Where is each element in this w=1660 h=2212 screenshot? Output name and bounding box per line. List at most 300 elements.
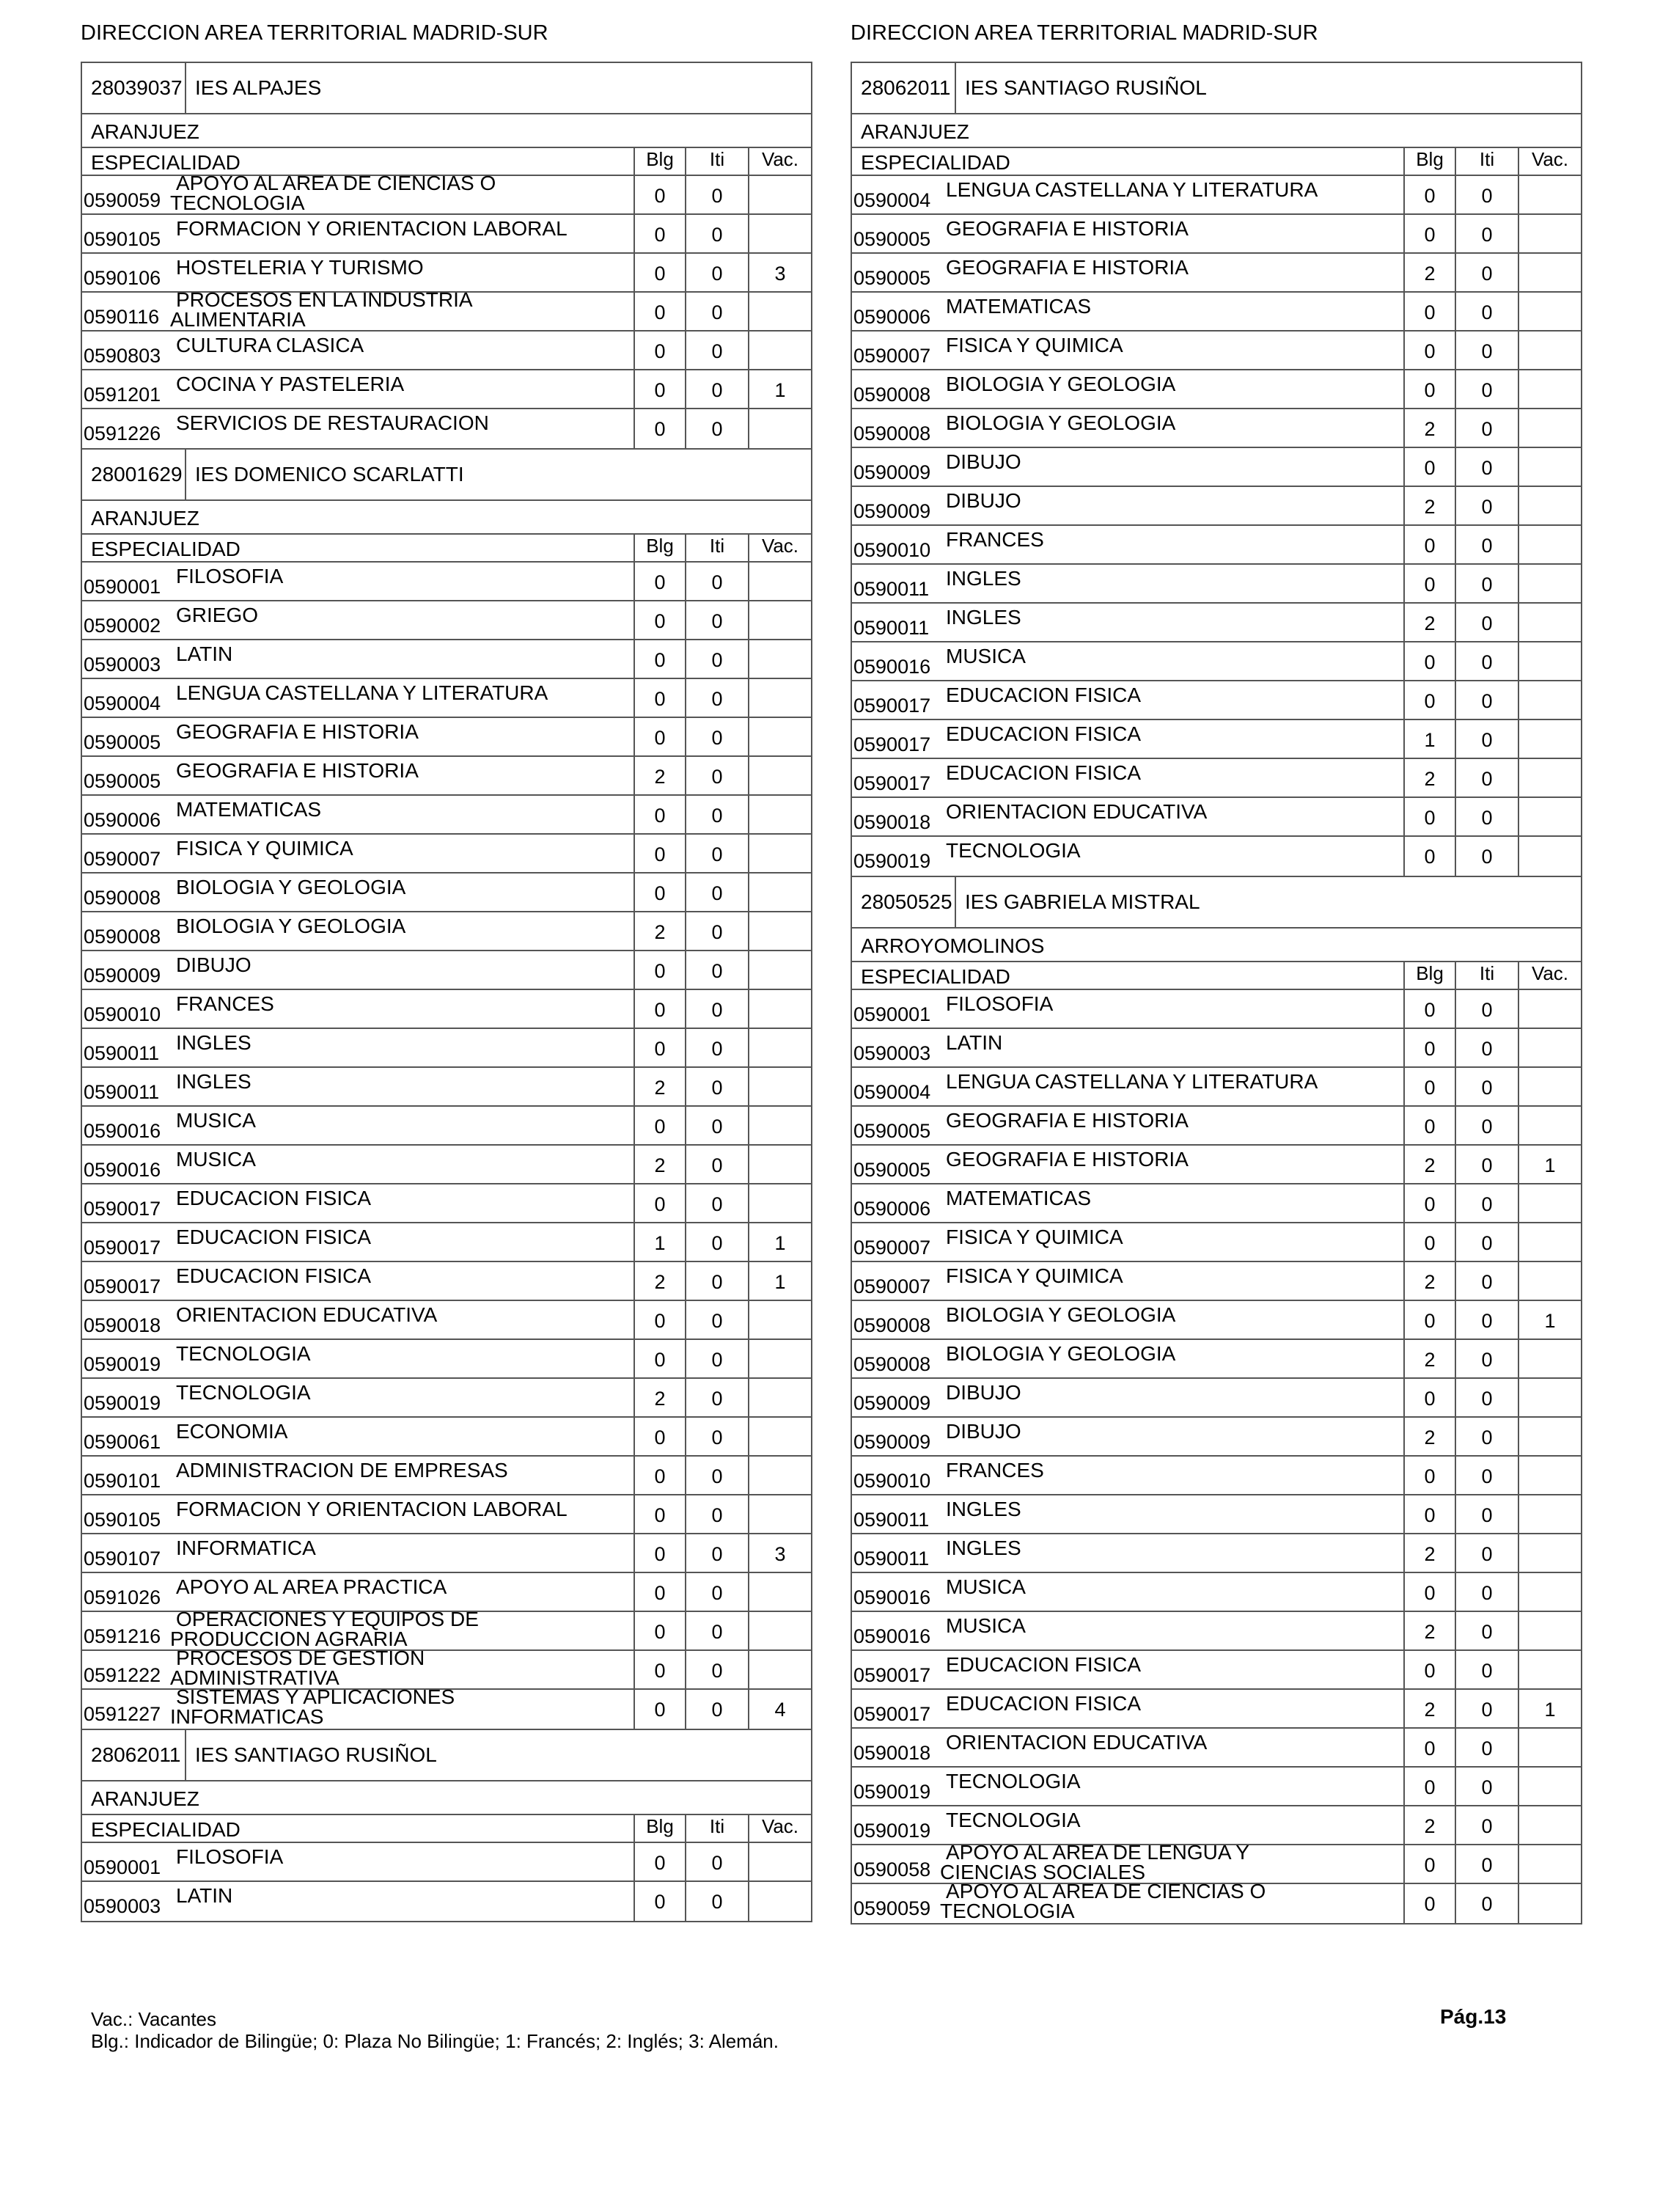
especialidad-name (946, 1692, 1141, 1715)
blg-cell: 0 (1403, 215, 1455, 252)
iti-cell: 0 (1455, 409, 1518, 447)
especialidad-code: 0590019 (84, 1353, 161, 1375)
especialidad-name (170, 1685, 455, 1728)
blg-cell: 1 (633, 1223, 685, 1261)
especialidad-cell (82, 1418, 633, 1455)
town-name: ARANJUEZ (82, 1781, 811, 1815)
header-especialidad: ESPECIALIDAD (861, 151, 1010, 174)
blg-cell: 0 (633, 563, 685, 600)
table-row (852, 1729, 1581, 1768)
iti-cell: 0 (1455, 1262, 1518, 1300)
especialidad-name (176, 334, 364, 357)
iti-cell: 0 (685, 1301, 748, 1338)
especialidad-code: 0590011 (84, 1042, 160, 1064)
especialidad-name-line: OPERACIONES Y EQUIPOS DE (176, 1608, 479, 1630)
vac-cell (1518, 176, 1581, 213)
especialidad-code: 0590011 (853, 1548, 930, 1570)
blg-cell: 2 (1403, 1534, 1455, 1572)
blg-cell: 0 (633, 409, 685, 448)
blg-cell: 0 (633, 835, 685, 872)
table-row (852, 409, 1581, 448)
vac-cell (1518, 1729, 1581, 1766)
especialidad-name-line: ORIENTACION EDUCATIVA (946, 1731, 1208, 1754)
blg-cell: 0 (633, 1534, 685, 1572)
especialidad-name-line: GEOGRAFIA E HISTORIA (176, 759, 419, 782)
table-row (82, 409, 811, 448)
center-header (82, 1730, 811, 1781)
table-row (82, 370, 811, 409)
especialidad-cell (852, 1880, 1403, 1923)
blg-cell: 0 (1403, 1184, 1455, 1222)
especialidad-name (946, 684, 1141, 707)
town-name: ARROYOMOLINOS (852, 929, 1581, 962)
blg-cell: 0 (1403, 526, 1455, 563)
especialidad-name (946, 606, 1021, 629)
table-row (852, 837, 1581, 876)
blg-cell: 2 (633, 1262, 685, 1300)
especialidad-name-line: LENGUA CASTELLANA Y LITERATURA (946, 1070, 1318, 1093)
especialidad-name (176, 217, 568, 241)
iti-cell: 0 (685, 409, 748, 448)
vac-cell (1518, 1612, 1581, 1649)
especialidad-name-line: ADMINISTRATIVA (170, 1666, 339, 1689)
right-column-title: DIRECCION AREA TERRITORIAL MADRID-SUR (851, 21, 1318, 45)
table-row (852, 1107, 1581, 1146)
iti-cell: 0 (1455, 1612, 1518, 1649)
table-row (82, 951, 811, 990)
center-code: 28039037 (82, 63, 186, 113)
vac-cell: 1 (1518, 1690, 1581, 1727)
especialidad-code: 0590019 (853, 1781, 931, 1803)
especialidad-name-line: TECNOLOGIA (946, 839, 1081, 862)
especialidad-code: 0590017 (853, 733, 931, 755)
vac-cell (748, 332, 811, 369)
especialidad-cell (82, 1843, 633, 1880)
iti-cell: 0 (1455, 565, 1518, 602)
blg-cell: 0 (633, 990, 685, 1028)
especialidad-name (946, 992, 1053, 1016)
especialidad-cell (852, 1379, 1403, 1416)
especialidad-name (176, 1420, 287, 1443)
especialidad-code: 0590004 (853, 1081, 931, 1103)
table-row (82, 912, 811, 951)
vac-cell (1518, 1223, 1581, 1261)
especialidad-code: 0590105 (84, 228, 161, 250)
vac-cell (748, 1068, 811, 1105)
especialidad-code: 0590008 (853, 1314, 931, 1336)
vac-cell (1518, 1495, 1581, 1533)
especialidad-name-line: COCINA Y PASTELERIA (176, 373, 405, 395)
header-vac: Vac. (748, 1815, 811, 1842)
especialidad-name-line: HOSTELERIA Y TURISMO (176, 256, 424, 279)
especialidad-cell (82, 288, 633, 331)
blg-cell: 0 (633, 1340, 685, 1377)
especialidad-name (946, 1731, 1207, 1754)
especialidad-name-line: FILOSOFIA (946, 992, 1054, 1015)
table-row (82, 1184, 811, 1223)
vac-cell: 1 (748, 1223, 811, 1261)
blg-cell: 2 (633, 1146, 685, 1183)
especialidad-cell (852, 254, 1403, 291)
especialidad-name (946, 1537, 1021, 1560)
especialidad-cell (852, 526, 1403, 563)
especialidad-code: 0590001 (84, 576, 161, 598)
blg-cell: 0 (1403, 565, 1455, 602)
iti-cell: 0 (685, 835, 748, 872)
iti-cell: 0 (685, 332, 748, 369)
table-row (852, 254, 1581, 293)
especialidad-name-line: ORIENTACION EDUCATIVA (946, 800, 1208, 823)
especialidad-name (946, 1653, 1141, 1677)
especialidad-name-line: DIBUJO (946, 1420, 1021, 1443)
iti-cell: 0 (1455, 370, 1518, 408)
iti-cell: 0 (685, 796, 748, 833)
table-row (82, 1457, 811, 1495)
center-code: 28062011 (82, 1730, 186, 1780)
blg-cell: 0 (1403, 1651, 1455, 1688)
vac-cell (1518, 1418, 1581, 1455)
especialidad-code: 0590004 (853, 189, 931, 211)
table-row (852, 332, 1581, 370)
center-block (81, 450, 812, 1730)
especialidad-cell (82, 1107, 633, 1144)
center-header (82, 63, 811, 114)
table-row (82, 1647, 811, 1690)
especialidad-code: 0590017 (84, 1237, 161, 1259)
especialidad-name-line: SISTEMAS Y APLICACIONES (176, 1685, 455, 1708)
especialidad-code: 0590016 (84, 1120, 161, 1142)
especialidad-cell (852, 1107, 1403, 1144)
especialidad-name-line: GEOGRAFIA E HISTORIA (946, 1109, 1189, 1132)
especialidad-code: 0590008 (853, 384, 931, 406)
table-row (852, 1841, 1581, 1884)
vac-cell (1518, 565, 1581, 602)
iti-cell: 0 (685, 1418, 748, 1455)
especialidad-name (176, 1226, 371, 1249)
blg-cell: 2 (1403, 254, 1455, 291)
blg-cell: 0 (633, 601, 685, 639)
especialidad-cell (852, 1612, 1403, 1649)
table-row (852, 293, 1581, 332)
table-row (852, 1612, 1581, 1651)
iti-cell: 0 (685, 254, 748, 291)
table-row (82, 679, 811, 718)
especialidad-name (176, 256, 424, 279)
especialidad-name-line: TECNOLOGIA (946, 1770, 1081, 1792)
especialidad-name-line: GEOGRAFIA E HISTORIA (946, 217, 1189, 240)
vac-cell (748, 293, 811, 330)
table-row (82, 1418, 811, 1457)
vac-cell (748, 640, 811, 678)
iti-cell: 0 (1455, 1184, 1518, 1222)
especialidad-code: 0590019 (853, 850, 931, 872)
especialidad-cell (82, 835, 633, 872)
blg-cell: 0 (633, 718, 685, 755)
especialidad-cell (852, 1068, 1403, 1105)
especialidad-name (176, 1884, 232, 1908)
iti-cell: 0 (685, 1223, 748, 1261)
especialidad-cell (82, 796, 633, 833)
iti-cell: 0 (1455, 1068, 1518, 1105)
especialidad-name (946, 722, 1141, 746)
vac-cell (1518, 990, 1581, 1028)
iti-cell: 0 (1455, 293, 1518, 330)
especialidad-code: 0590106 (84, 267, 161, 289)
iti-cell: 0 (685, 1457, 748, 1494)
blg-cell: 0 (633, 951, 685, 989)
especialidad-code: 0590002 (84, 615, 161, 637)
especialidad-name-line: MUSICA (946, 1575, 1026, 1598)
table-row (852, 1534, 1581, 1573)
especialidad-name (946, 178, 1318, 202)
especialidad-code: 0590005 (853, 1159, 931, 1181)
especialidad-name (946, 1303, 1175, 1327)
especialidad-code: 0590017 (84, 1198, 161, 1220)
table-row (852, 487, 1581, 526)
especialidad-name-line: PRODUCCION AGRARIA (170, 1627, 408, 1650)
vac-cell (1518, 1768, 1581, 1805)
page-number: Pág.13 (1440, 2005, 1507, 2028)
especialidad-code: 0590059 (853, 1897, 931, 1919)
blg-cell: 0 (1403, 681, 1455, 719)
blg-cell: 0 (1403, 1845, 1455, 1883)
especialidad-name (946, 1809, 1081, 1832)
center-header (852, 63, 1581, 114)
especialidad-name (176, 1537, 316, 1560)
blg-cell: 0 (633, 1843, 685, 1880)
left-column (81, 21, 812, 1922)
center-block (81, 62, 812, 450)
especialidad-code: 0590011 (853, 617, 930, 639)
table-row (852, 215, 1581, 254)
table-row (82, 563, 811, 601)
iti-cell: 0 (685, 1882, 748, 1921)
header-iti: Iti (1455, 962, 1518, 989)
especialidad-cell (852, 1806, 1403, 1844)
especialidad-code: 0591026 (84, 1586, 161, 1608)
especialidad-name-line: EDUCACION FISICA (176, 1226, 372, 1248)
especialidad-name-line: GEOGRAFIA E HISTORIA (946, 1148, 1189, 1171)
iti-cell: 0 (685, 1690, 748, 1729)
especialidad-name (176, 1148, 256, 1171)
iti-cell: 0 (685, 1843, 748, 1880)
town-name: ARANJUEZ (82, 114, 811, 148)
blg-cell: 0 (633, 1184, 685, 1222)
especialidad-name-line: BIOLOGIA Y GEOLOGIA (176, 915, 406, 937)
left-center-list (81, 62, 812, 1922)
especialidad-name (176, 1845, 283, 1869)
especialidad-name-line: EDUCACION FISICA (176, 1264, 372, 1287)
especialidad-code: 0590009 (853, 1431, 931, 1453)
especialidad-name (946, 800, 1207, 824)
especialidad-name (946, 567, 1021, 590)
iti-cell: 0 (685, 1379, 748, 1416)
table-row (852, 176, 1581, 215)
town-name: ARANJUEZ (852, 114, 1581, 148)
blg-cell: 0 (1403, 1457, 1455, 1494)
especialidad-code: 0590017 (853, 1664, 931, 1686)
especialidad-name (176, 1109, 256, 1132)
blg-cell: 2 (1403, 1262, 1455, 1300)
especialidad-cell (852, 1184, 1403, 1222)
especialidad-code: 0590001 (84, 1856, 161, 1878)
table-row (82, 1882, 811, 1921)
especialidad-name (176, 1459, 508, 1482)
especialidad-code: 0590018 (853, 1742, 931, 1764)
center-code: 28050525 (852, 877, 956, 927)
especialidad-cell (852, 1301, 1403, 1338)
table-row (82, 254, 811, 293)
especialidad-cell (82, 1184, 633, 1222)
vac-cell (748, 176, 811, 213)
center-name: IES SANTIAGO RUSIÑOL (195, 1743, 437, 1766)
table-row (852, 720, 1581, 759)
vac-cell (1518, 720, 1581, 758)
especialidad-name (946, 489, 1021, 513)
blg-cell: 2 (1403, 1340, 1455, 1377)
vac-cell (1518, 409, 1581, 447)
table-row (82, 1534, 811, 1573)
blg-cell: 0 (1403, 1301, 1455, 1338)
especialidad-name (946, 1031, 1002, 1055)
especialidad-cell (82, 640, 633, 678)
especialidad-name (176, 565, 283, 588)
blg-cell: 0 (633, 679, 685, 717)
especialidad-name (170, 172, 496, 214)
especialidad-name (176, 1070, 251, 1094)
header-especialidad: ESPECIALIDAD (91, 538, 240, 560)
especialidad-name-line: BIOLOGIA Y GEOLOGIA (176, 876, 406, 898)
blg-cell: 2 (633, 1068, 685, 1105)
especialidad-cell (852, 1146, 1403, 1183)
especialidad-name (946, 411, 1175, 435)
especialidad-cell (852, 1262, 1403, 1300)
blg-cell: 0 (633, 1612, 685, 1649)
especialidad-name-line: FORMACION Y ORIENTACION LABORAL (176, 1498, 568, 1520)
iti-cell: 0 (1455, 1495, 1518, 1533)
table-header-row (82, 1815, 811, 1843)
especialidad-cell (82, 563, 633, 600)
blg-cell: 0 (1403, 1029, 1455, 1066)
vac-cell: 1 (1518, 1301, 1581, 1338)
table-row (82, 1107, 811, 1146)
especialidad-name (946, 1070, 1318, 1094)
vac-cell (1518, 604, 1581, 641)
iti-cell: 0 (1455, 720, 1518, 758)
especialidad-name-line: INFORMATICA (176, 1537, 316, 1559)
especialidad-code: 0590016 (853, 1625, 931, 1647)
especialidad-cell (82, 332, 633, 369)
especialidad-name (176, 642, 232, 666)
especialidad-name-line: DIBUJO (946, 450, 1021, 473)
especialidad-name-line: CIENCIAS SOCIALES (940, 1861, 1146, 1883)
especialidad-code: 0590008 (853, 1353, 931, 1375)
especialidad-name-line: EDUCACION FISICA (176, 1187, 372, 1209)
blg-cell: 0 (633, 1029, 685, 1066)
especialidad-name (946, 450, 1021, 474)
especialidad-code: 0590016 (853, 656, 931, 678)
iti-cell: 0 (685, 1068, 748, 1105)
especialidad-cell (82, 679, 633, 717)
vac-cell (748, 1379, 811, 1416)
especialidad-cell (82, 951, 633, 989)
especialidad-name-line: PROCESOS DE GESTION (176, 1647, 425, 1669)
table-row (82, 1573, 811, 1612)
especialidad-name-line: PROCESOS EN LA INDUSTRIA (176, 288, 473, 311)
table-row (82, 1029, 811, 1068)
especialidad-name (946, 1264, 1123, 1288)
especialidad-name-line: MUSICA (176, 1148, 256, 1171)
header-iti: Iti (1455, 148, 1518, 175)
especialidad-cell (82, 990, 633, 1028)
especialidad-name-line: MUSICA (176, 1109, 256, 1132)
vac-cell (1518, 1107, 1581, 1144)
iti-cell: 0 (1455, 798, 1518, 835)
iti-cell: 0 (1455, 448, 1518, 486)
especialidad-name-line: FISICA Y QUIMICA (946, 1264, 1123, 1287)
table-row (852, 681, 1581, 720)
vac-cell: 3 (748, 1534, 811, 1572)
especialidad-name (946, 1226, 1123, 1249)
blg-cell: 0 (633, 1882, 685, 1921)
especialidad-code: 0590006 (853, 1198, 931, 1220)
especialidad-code: 0590008 (84, 926, 161, 948)
blg-cell: 0 (1403, 332, 1455, 369)
especialidad-cell (82, 1301, 633, 1338)
table-row (82, 874, 811, 912)
especialidad-cell (82, 1223, 633, 1261)
vac-cell (1518, 642, 1581, 680)
especialidad-code: 0590009 (84, 964, 161, 986)
especialidad-code: 0590017 (853, 772, 931, 794)
blg-cell: 0 (1403, 1223, 1455, 1261)
blg-cell: 0 (1403, 1729, 1455, 1766)
blg-cell: 0 (1403, 1068, 1455, 1105)
especialidad-name (176, 992, 274, 1016)
blg-cell: 0 (1403, 1884, 1455, 1923)
iti-cell: 0 (1455, 1029, 1518, 1066)
iti-cell: 0 (1455, 1806, 1518, 1844)
especialidad-name-line: GRIEGO (176, 604, 259, 626)
table-row (82, 796, 811, 835)
especialidad-code: 0590059 (84, 189, 161, 211)
center-name: IES GABRIELA MISTRAL (965, 890, 1200, 913)
vac-cell (748, 951, 811, 989)
table-row (82, 640, 811, 679)
especialidad-name-line: INGLES (946, 567, 1021, 590)
especialidad-code: 0590007 (853, 1237, 931, 1259)
especialidad-name-line: LATIN (946, 1031, 1003, 1054)
especialidad-cell (852, 837, 1403, 876)
table-row (852, 1223, 1581, 1262)
iti-cell: 0 (1455, 642, 1518, 680)
especialidad-code: 0590010 (853, 539, 931, 561)
especialidad-cell (82, 718, 633, 755)
especialidad-code: 0590017 (84, 1275, 161, 1297)
especialidad-cell (852, 370, 1403, 408)
iti-cell: 0 (1455, 1379, 1518, 1416)
iti-cell: 0 (1455, 215, 1518, 252)
vac-cell (1518, 487, 1581, 524)
especialidad-name (176, 1187, 371, 1210)
especialidad-name-line: EDUCACION FISICA (946, 1692, 1142, 1715)
center-block (851, 62, 1582, 877)
especialidad-name (176, 1303, 437, 1327)
center-code: 28001629 (82, 450, 186, 499)
blg-cell: 0 (633, 254, 685, 291)
especialidad-name-line: FRANCES (176, 992, 274, 1015)
table-row (852, 1301, 1581, 1340)
